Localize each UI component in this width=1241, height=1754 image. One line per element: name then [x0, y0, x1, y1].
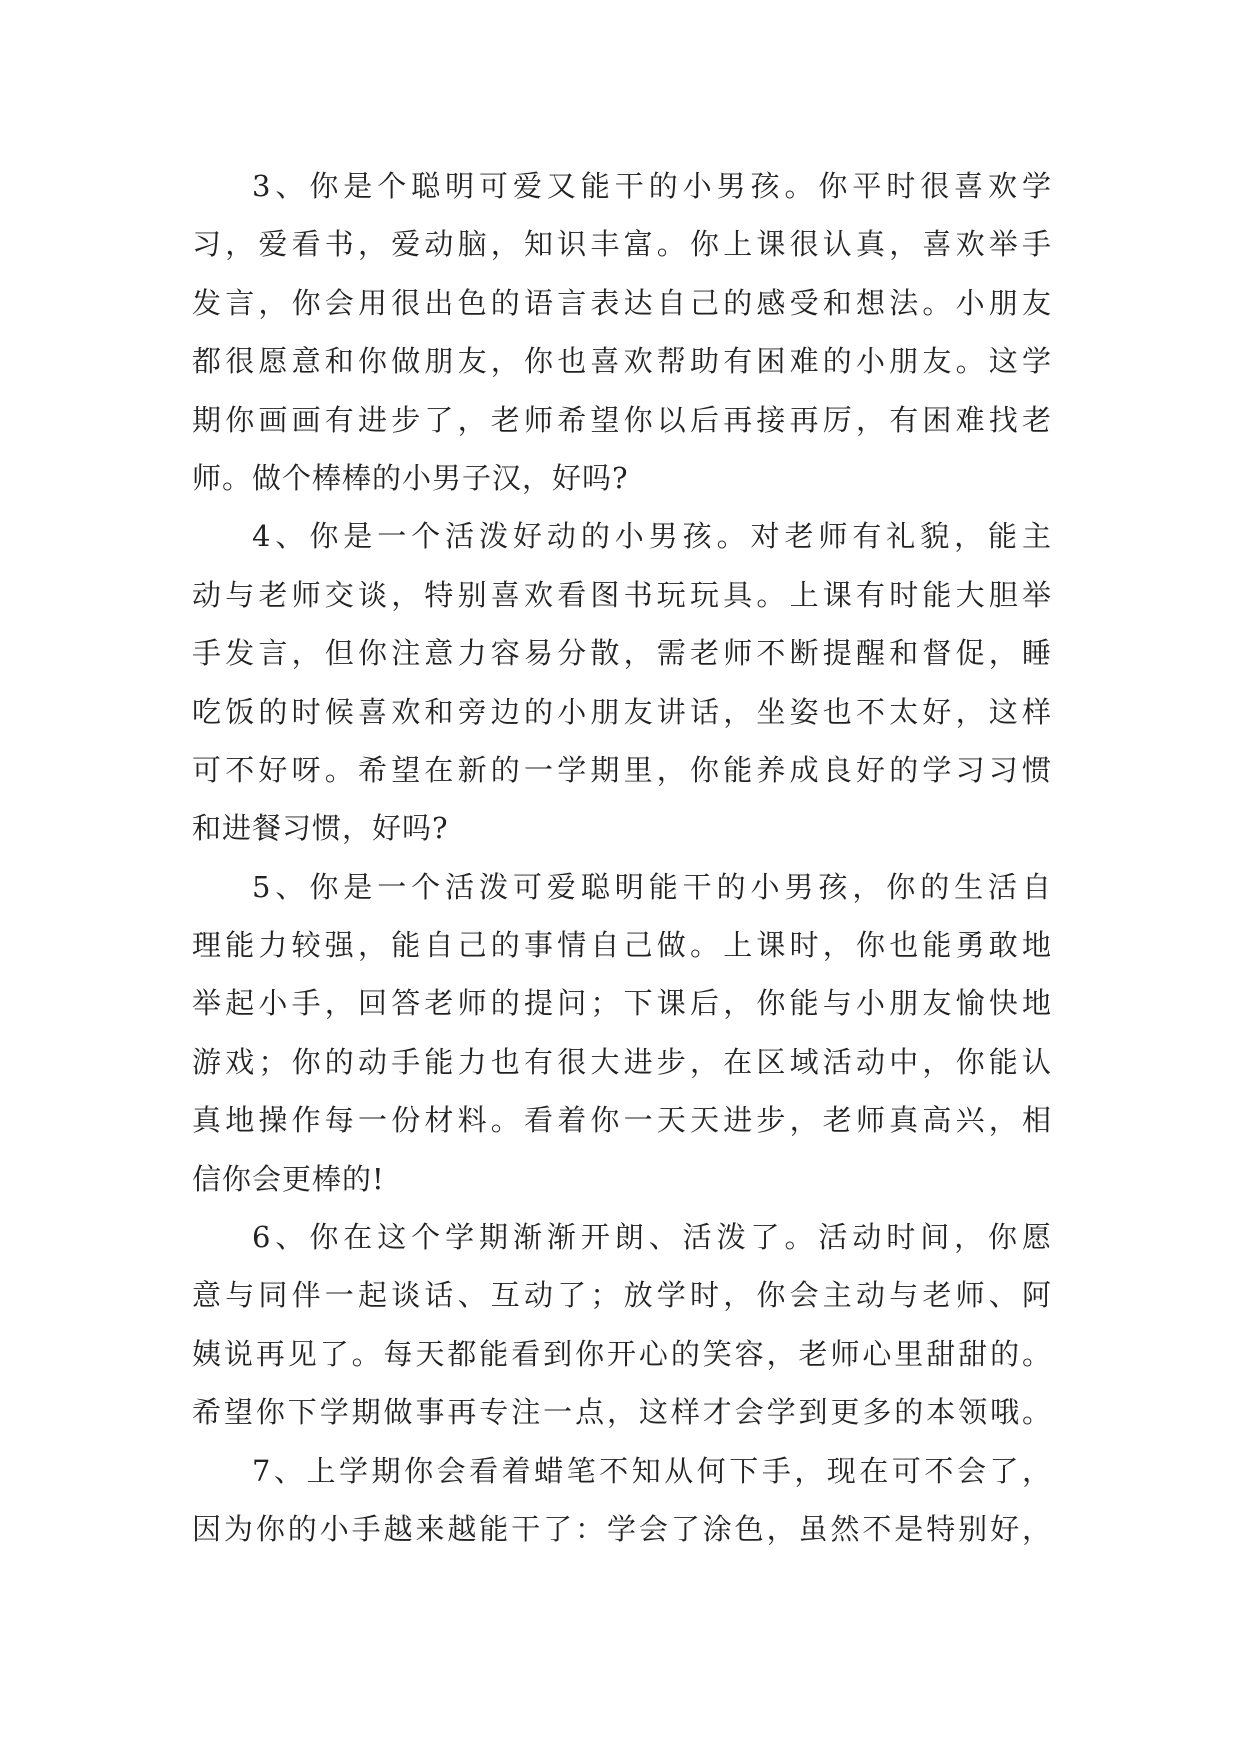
paragraph-3 — [192, 157, 1052, 507]
text-line: 举起小手，回答老师的提问；下课后，你能与小朋友愉快地 — [192, 986, 1052, 1021]
text-line: 6、你在这个学期渐渐开朗、活泼了。活动时间，你愿 — [252, 1220, 1052, 1255]
text-line: 真地操作每一份材料。看着你一天天进步，老师真高兴，相 — [192, 1103, 1052, 1138]
paragraph-5 — [192, 858, 1052, 1208]
text-line: 可不好呀。希望在新的一学期里，你能养成良好的学习习惯 — [192, 752, 1052, 787]
text-line: 习，爱看书，爱动脑，知识丰富。你上课很认真，喜欢举手 — [192, 227, 1052, 262]
text-line: 游戏；你的动手能力也有很大进步，在区域活动中，你能认 — [192, 1044, 1052, 1079]
text-line: 手发言，但你注意力容易分散，需老师不断提醒和督促，睡 — [192, 636, 1052, 671]
text-line: 4、你是一个活泼好动的小男孩。对老师有礼貌，能主 — [252, 519, 1052, 554]
text-line: 因为你的小手越来越能干了：学会了涂色，虽然不是特别好， — [192, 1511, 1052, 1546]
paragraph-4 — [192, 507, 1052, 857]
text-line: 姨说再见了。每天都能看到你开心的笑容，老师心里甜甜的。 — [192, 1336, 1052, 1371]
text-line: 希望你下学期做事再专注一点，这样才会学到更多的本领哦。 — [192, 1395, 1052, 1430]
text-line: 动与老师交谈，特别喜欢看图书玩玩具。上课有时能大胆举 — [192, 577, 1052, 612]
paragraph-6 — [192, 1208, 1052, 1442]
text-line: 吃饭的时候喜欢和旁边的小朋友讲话，坐姿也不太好，这样 — [192, 694, 1052, 729]
text-line: 3、你是个聪明可爱又能干的小男孩。你平时很喜欢学 — [252, 169, 1052, 203]
text-line: 都很愿意和你做朋友，你也喜欢帮助有困难的小朋友。这学 — [192, 344, 1052, 379]
document-body — [192, 157, 1052, 1558]
text-line: 信你会更棒的! — [192, 1161, 385, 1196]
text-line: 意与同伴一起谈话、互动了；放学时，你会主动与老师、阿 — [192, 1278, 1052, 1313]
text-line: 期你画画有进步了，老师希望你以后再接再厉，有困难找老 — [192, 402, 1052, 437]
text-line: 发言，你会用很出色的语言表达自己的感受和想法。小朋友 — [192, 285, 1052, 320]
paragraph-7 — [192, 1442, 1052, 1559]
text-line: 7、上学期你会看着蜡笔不知从何下手，现在可不会了， — [252, 1453, 1052, 1488]
text-line: 师。做个棒棒的小男子汉，好吗? — [192, 460, 629, 495]
text-line: 5、你是一个活泼可爱聪明能干的小男孩，你的生活自 — [252, 869, 1052, 904]
text-line: 理能力较强，能自己的事情自己做。上课时，你也能勇敢地 — [192, 928, 1052, 963]
text-line: 和进餐习惯，好吗? — [192, 811, 449, 846]
